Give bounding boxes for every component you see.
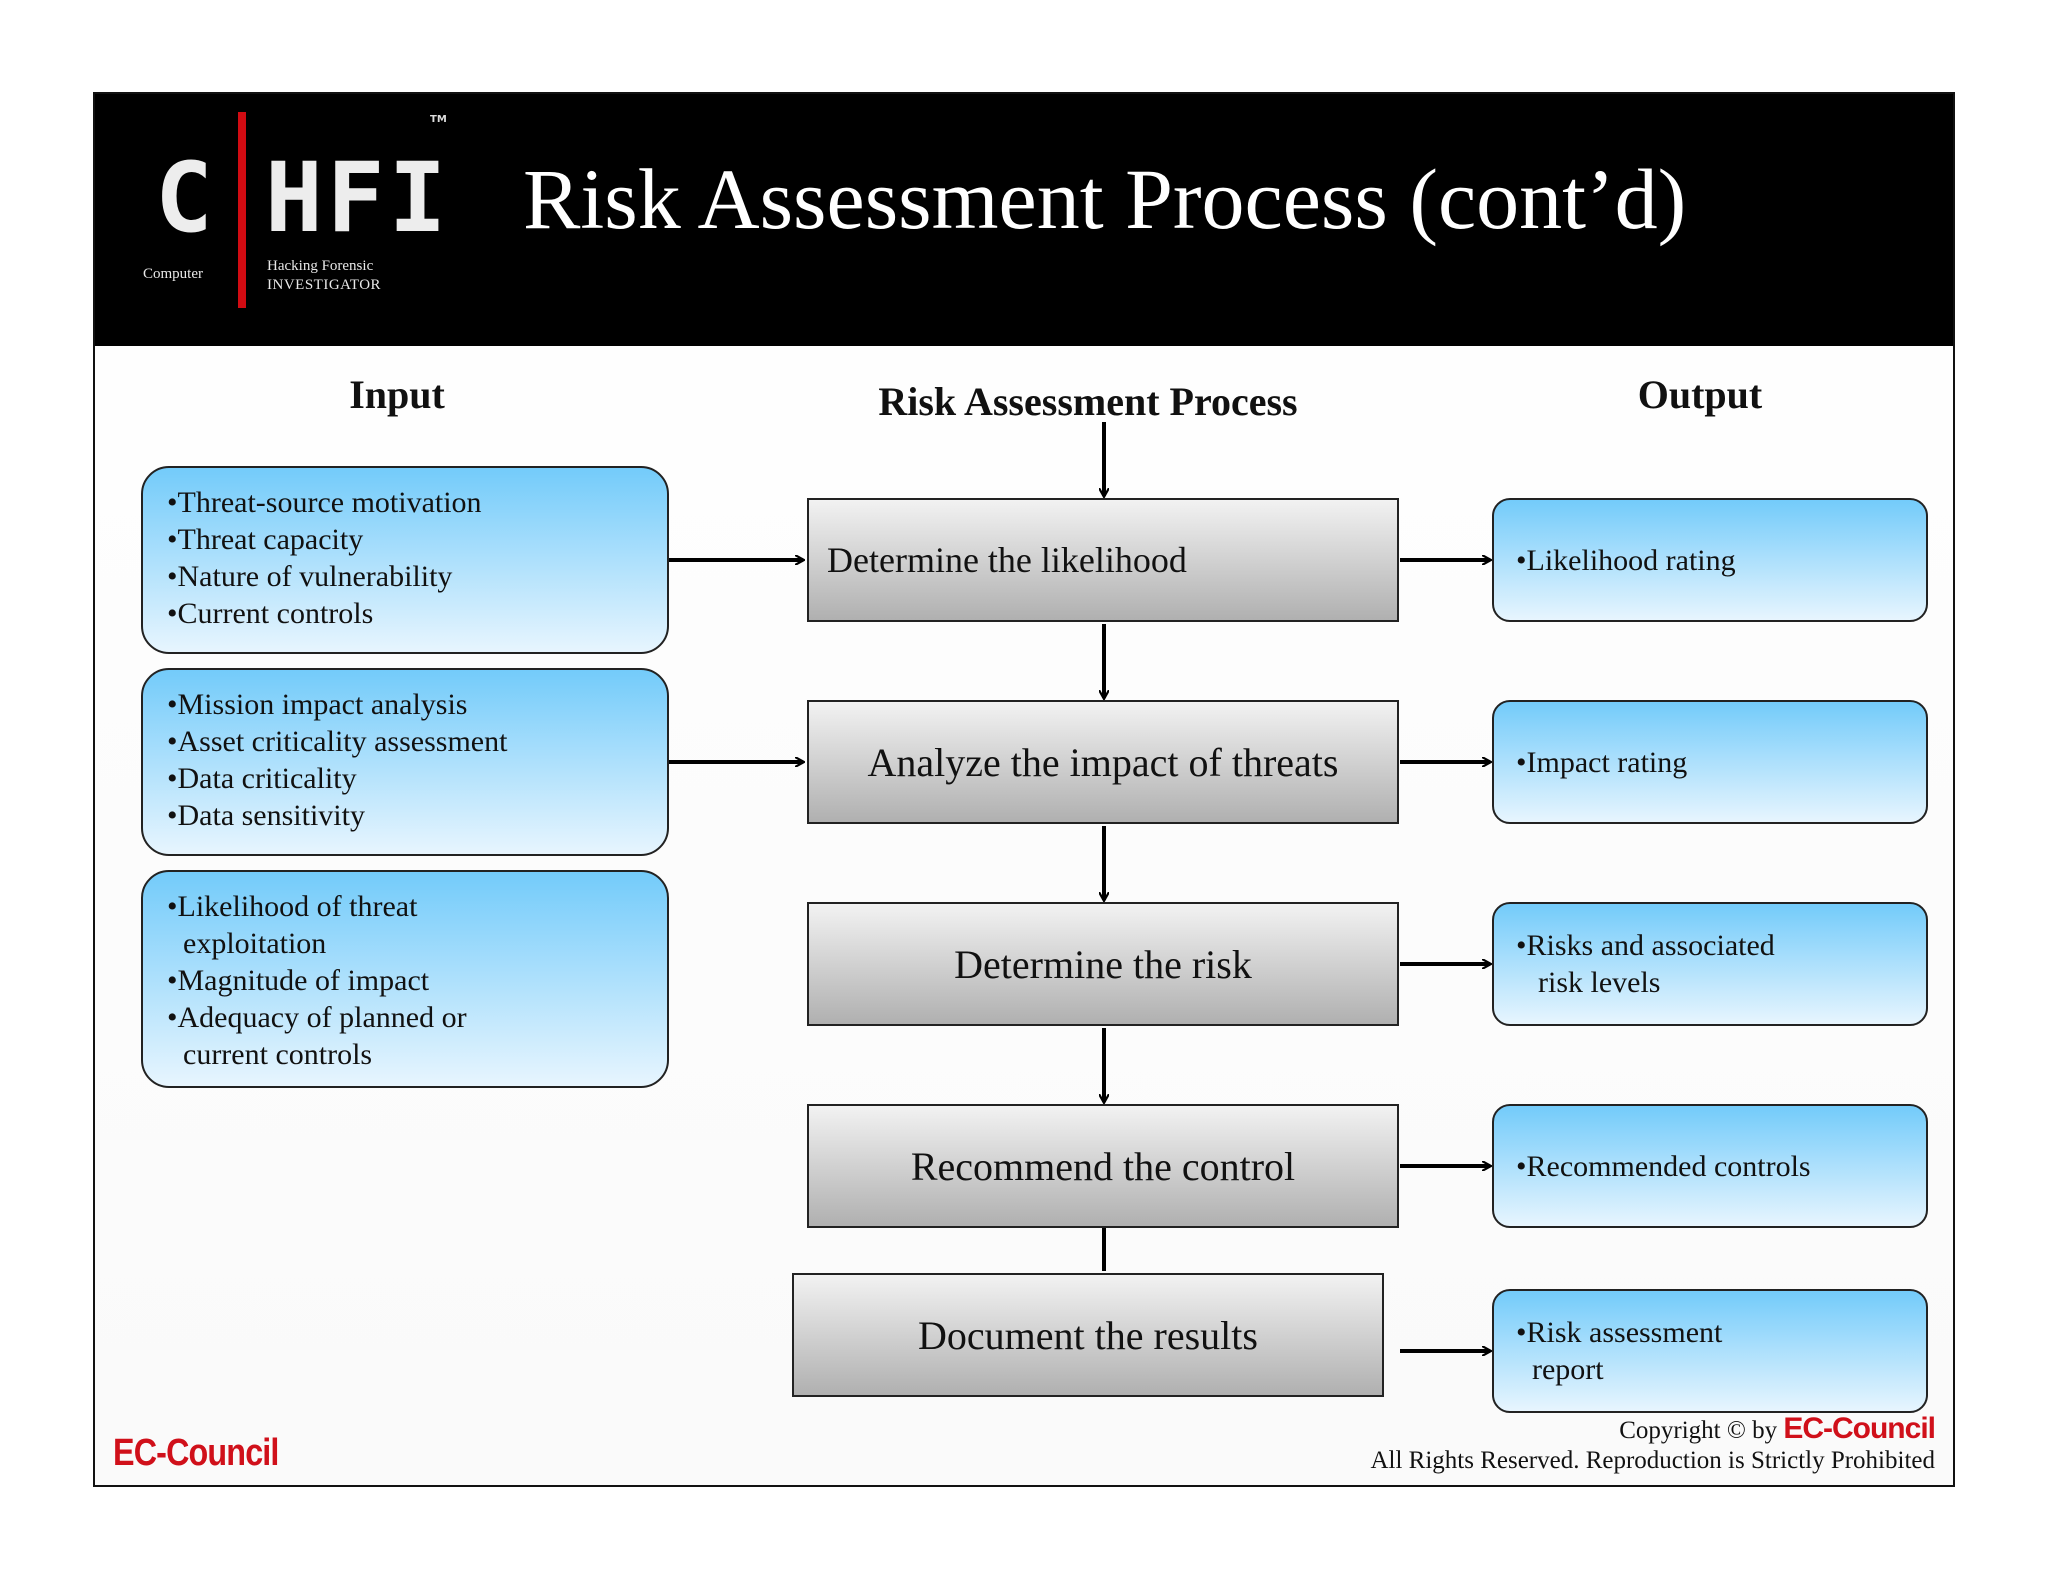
output-box-1 bbox=[1492, 498, 1928, 622]
input-column-heading: Input bbox=[349, 372, 445, 417]
output-box-3 bbox=[1492, 902, 1928, 1026]
input-box-3 bbox=[141, 870, 669, 1088]
input-1-line-1: •Threat-source motivation bbox=[167, 486, 482, 519]
copyright-notice bbox=[1370, 1412, 1935, 1476]
logo-letter-c: C bbox=[155, 142, 213, 254]
input-2-line-3: •Data criticality bbox=[167, 762, 357, 795]
rights-text: All Rights Reserved. Reproduction is Strictly Prohibited bbox=[1370, 1447, 1935, 1474]
slide bbox=[93, 92, 1955, 1487]
input-1-line-3: •Nature of vulnerability bbox=[167, 560, 453, 593]
input-2-line-4: •Data sensitivity bbox=[167, 799, 365, 832]
input-box-1 bbox=[141, 466, 669, 654]
logo-investigator: INVESTIGATOR bbox=[267, 277, 382, 293]
output-box-4 bbox=[1492, 1104, 1928, 1228]
output-4-line-1: •Recommended controls bbox=[1516, 1149, 1811, 1183]
output-column-heading: Output bbox=[1637, 372, 1763, 417]
output-5-line-1: •Risk assessment bbox=[1516, 1316, 1723, 1349]
input-3-line-2: exploitation bbox=[183, 927, 327, 960]
input-3-line-5: current controls bbox=[183, 1038, 373, 1071]
input-box-2 bbox=[141, 668, 669, 856]
logo-letters-hfi: HFI bbox=[265, 142, 451, 254]
copyright-text: Copyright © by bbox=[1619, 1417, 1778, 1444]
input-3-line-3: •Magnitude of impact bbox=[167, 964, 430, 997]
output-3-line-2: risk levels bbox=[1538, 966, 1661, 999]
input-2-line-1: •Mission impact analysis bbox=[167, 688, 468, 721]
output-box-5 bbox=[1492, 1289, 1928, 1413]
logo-computer: Computer bbox=[143, 266, 203, 282]
logo-hacking-forensic: Hacking Forensic bbox=[267, 258, 374, 274]
output-1-line-1: •Likelihood rating bbox=[1516, 543, 1736, 577]
process-column-heading: Risk Assessment Process bbox=[878, 379, 1298, 424]
input-1-line-2: •Threat capacity bbox=[167, 523, 364, 556]
input-2-line-2: •Asset criticality assessment bbox=[167, 725, 508, 758]
output-box-2 bbox=[1492, 700, 1928, 824]
input-1-line-4: •Current controls bbox=[167, 597, 374, 630]
page-title: Risk Assessment Process (cont’d) bbox=[523, 151, 1687, 247]
step-document-results: Document the results bbox=[792, 1273, 1384, 1397]
step-determine-likelihood: Determine the likelihood bbox=[807, 498, 1399, 622]
input-3-line-1: •Likelihood of threat bbox=[167, 890, 418, 923]
output-5-line-2: report bbox=[1532, 1353, 1604, 1386]
step-determine-risk: Determine the risk bbox=[807, 902, 1399, 1026]
step-recommend-control: Recommend the control bbox=[807, 1104, 1399, 1228]
output-3-line-1: •Risks and associated bbox=[1516, 929, 1775, 962]
logo-trademark: TM bbox=[430, 114, 447, 125]
input-3-line-4: •Adequacy of planned or bbox=[167, 1001, 467, 1034]
step-analyze-impact: Analyze the impact of threats bbox=[807, 700, 1399, 824]
output-2-line-1: •Impact rating bbox=[1516, 745, 1688, 779]
ec-council-logo: EC-Council bbox=[113, 1432, 279, 1474]
copyright-brand: EC-Council bbox=[1783, 1412, 1935, 1445]
